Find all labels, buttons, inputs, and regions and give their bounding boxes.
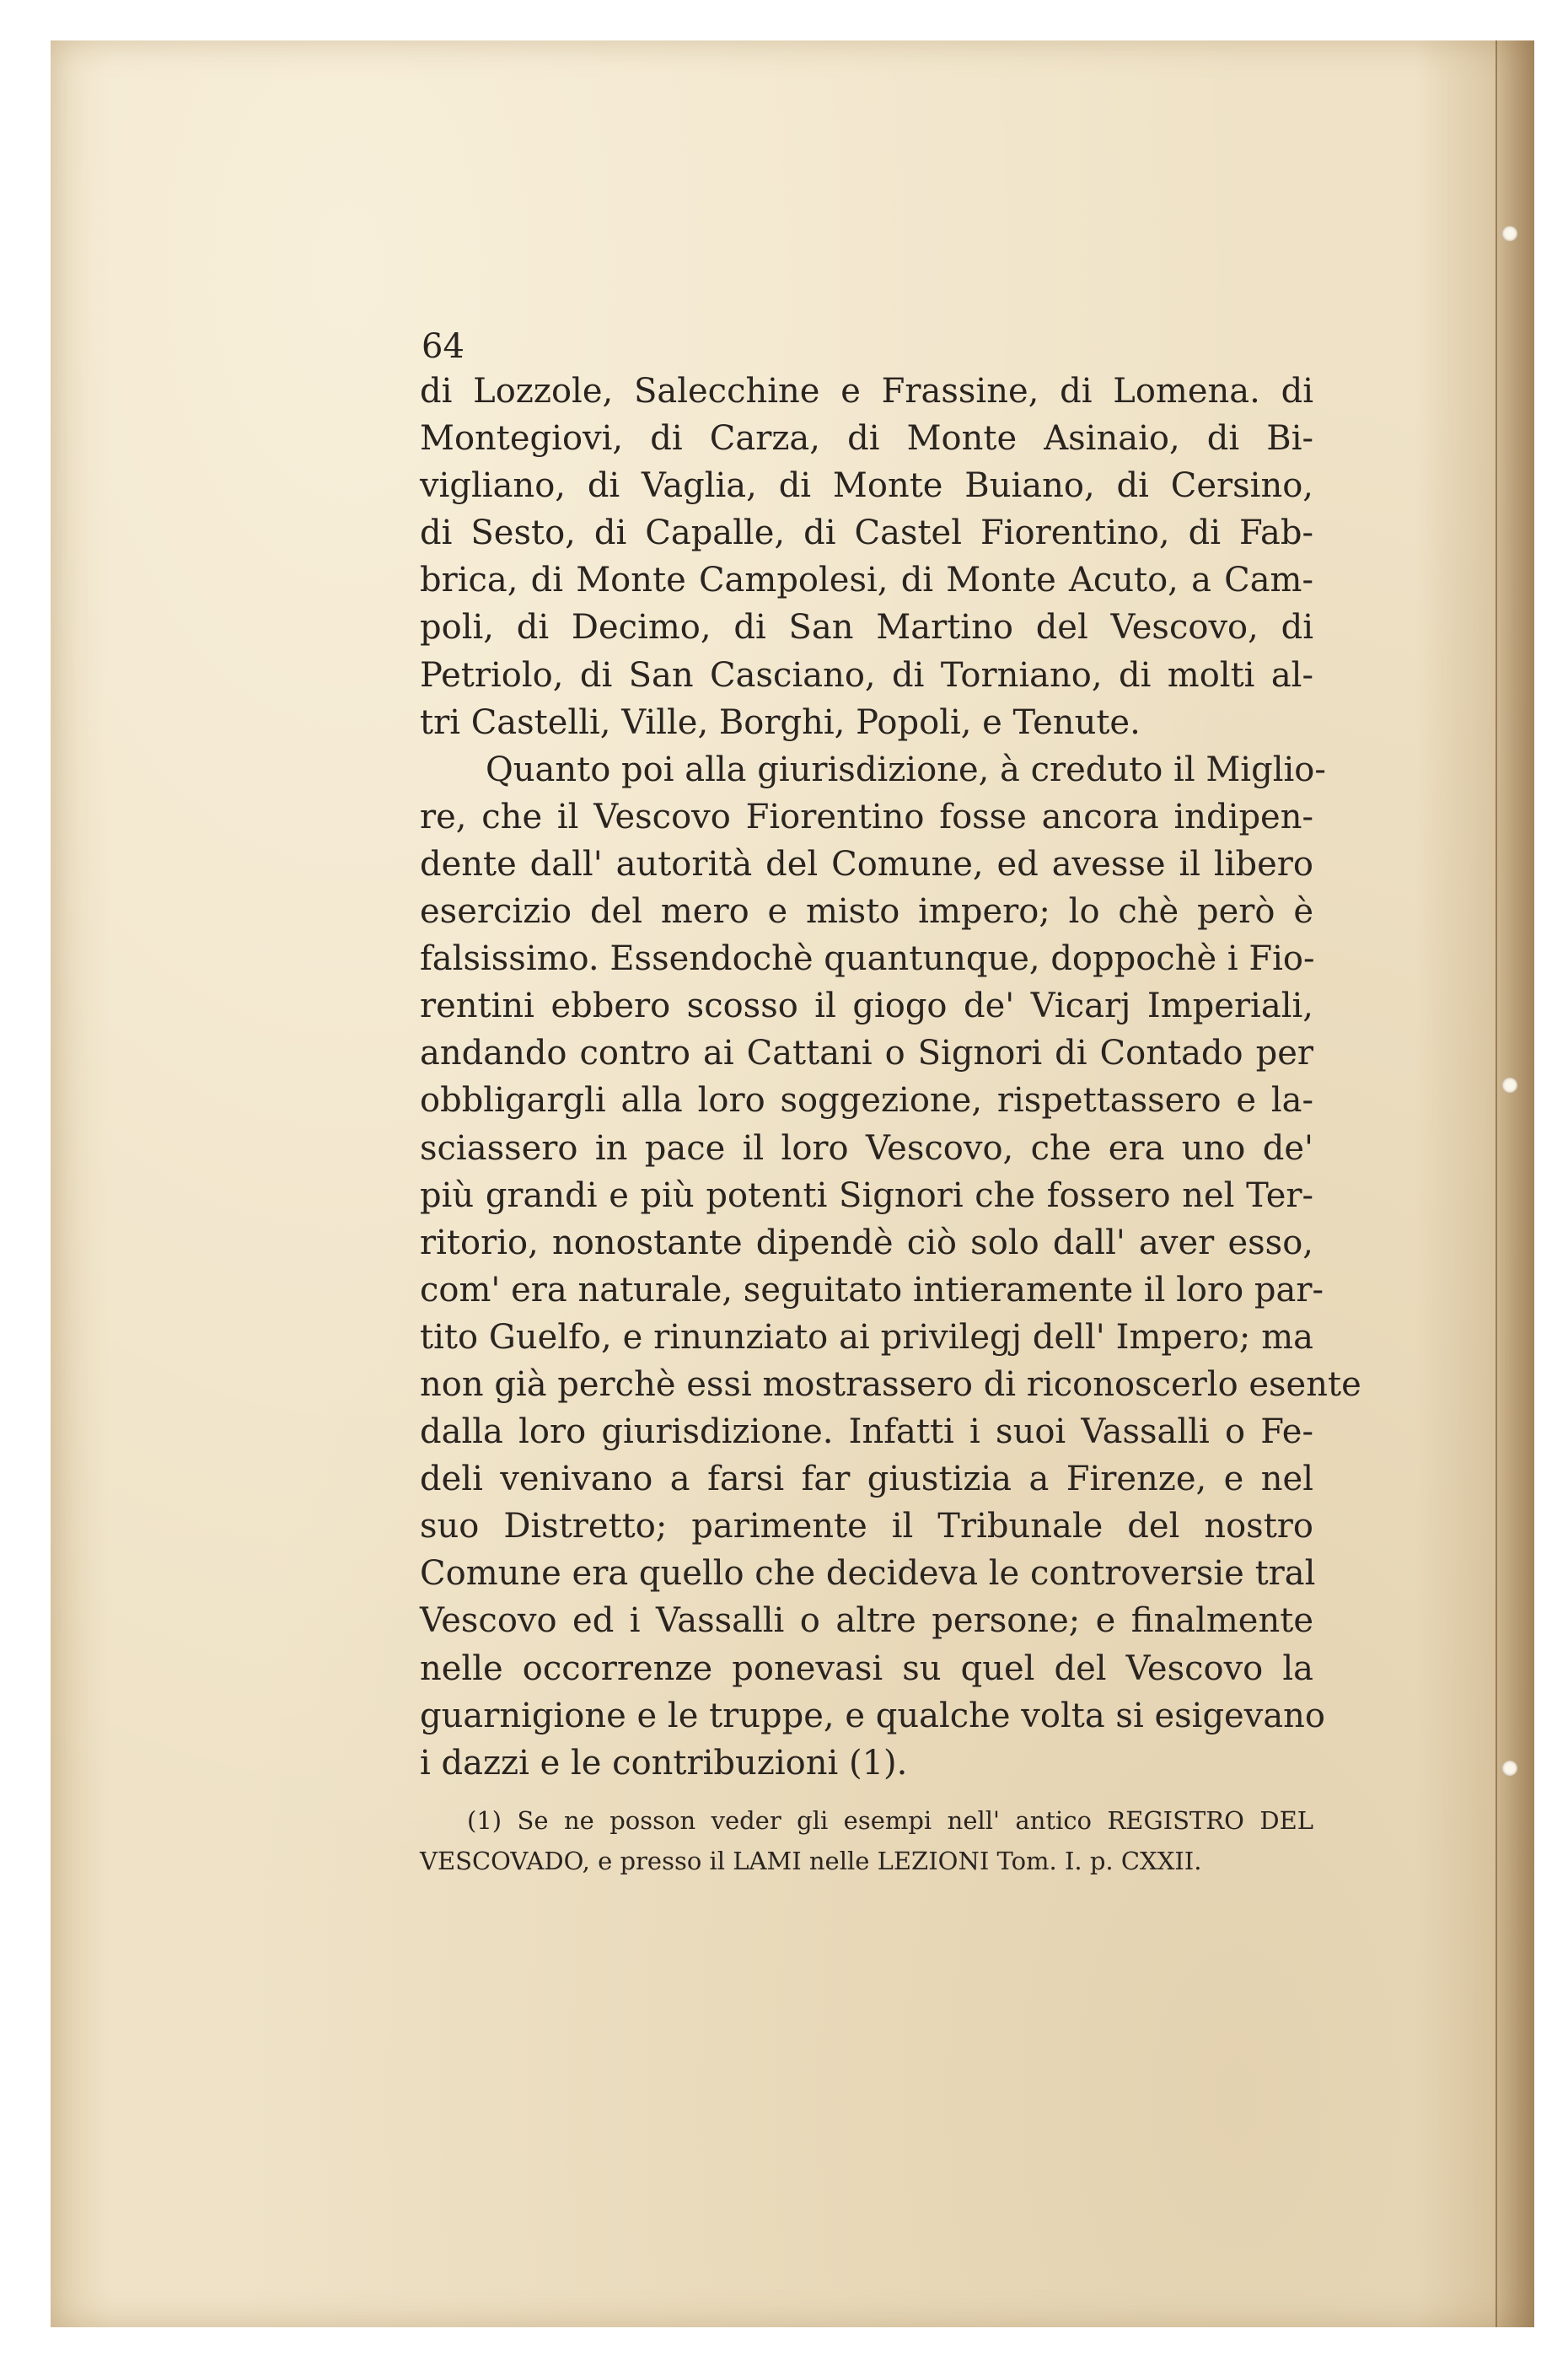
text-line: Petriolo, di San Casciano, di Torniano, di molti al- bbox=[420, 655, 1313, 695]
binding-hole bbox=[1502, 1078, 1517, 1093]
text-line: sciassero in pace il loro Vescovo, che era uno de' bbox=[420, 1128, 1313, 1168]
text-line: tri Castelli, Ville, Borghi, Popoli, e Tenute. bbox=[420, 702, 1141, 742]
binding-hole bbox=[1502, 226, 1517, 241]
text-line: Montegiovi, di Carza, di Monte Asinaio, di Bi- bbox=[420, 419, 1313, 459]
text-line: più grandi e più potenti Signori che fossero nel Ter- bbox=[420, 1175, 1313, 1215]
footnote-line: VESCOVADO, e presso il LAMI nelle LEZIONI Tom. I. p. CXXII. bbox=[420, 1846, 1202, 1875]
text-line: re, che il Vescovo Fiorentino fosse ancora indipen- bbox=[420, 797, 1313, 836]
footnote-line: (1) Se ne posson veder gli esempi nell' antico REGISTRO DEL bbox=[467, 1805, 1313, 1835]
text-line: Quanto poi alla giurisdizione, à creduto il Miglio- bbox=[486, 750, 1326, 789]
binding-edge bbox=[1496, 40, 1534, 2327]
text-line: brica, di Monte Campolesi, di Monte Acuto, a Cam- bbox=[420, 561, 1313, 600]
text-line: vigliano, di Vaglia, di Monte Buiano, di Cersino, bbox=[420, 466, 1313, 506]
binding-hole bbox=[1502, 1761, 1517, 1776]
text-line: di Sesto, di Capalle, di Castel Fiorentino, di Fab- bbox=[420, 514, 1313, 553]
text-line: rentini ebbero scosso il giogo de' Vicarj Imperiali, bbox=[420, 987, 1313, 1026]
text-line: suo Distretto; parimente il Tribunale del nostro bbox=[420, 1507, 1313, 1546]
text-line: falsissimo. Essendochè quantunque, doppochè i Fio- bbox=[420, 939, 1315, 979]
text-line: tito Guelfo, e rinunziato ai privilegj dell' Impero; ma bbox=[420, 1317, 1313, 1357]
text-line: poli, di Decimo, di San Martino del Vescovo, di bbox=[420, 608, 1313, 648]
text-line: Vescovo ed i Vassalli o altre persone; e finalmente bbox=[420, 1601, 1313, 1641]
text-line: dalla loro giurisdizione. Infatti i suoi Vassalli o Fe- bbox=[420, 1412, 1313, 1452]
text-line: deli venivano a farsi far giustizia a Firenze, e nel bbox=[420, 1460, 1313, 1499]
text-line: i dazzi e le contribuzioni (1). bbox=[420, 1743, 908, 1783]
footnote bbox=[420, 1800, 1313, 1881]
page-number: 64 bbox=[422, 327, 464, 366]
paragraph-1 bbox=[420, 368, 1313, 746]
text-block bbox=[420, 325, 1361, 1881]
text-line: ritorio, nonostante dipendè ciò solo dall' aver esso, bbox=[420, 1223, 1313, 1262]
text-line: non già perchè essi mostrassero di riconoscerlo esente bbox=[420, 1364, 1361, 1404]
text-line: esercizio del mero e misto impero; lo chè però è bbox=[420, 892, 1313, 932]
paragraph-2 bbox=[420, 746, 1361, 1787]
text-line: nelle occorrenze ponevasi su quel del Vescovo la bbox=[420, 1648, 1313, 1688]
text-line: andando contro ai Cattani o Signori di Contado per bbox=[420, 1034, 1313, 1073]
text-line: dente dall' autorità del Comune, ed avesse il libero bbox=[420, 844, 1313, 884]
text-line: Comune era quello che decideva le controversie tral bbox=[420, 1554, 1316, 1594]
text-line: com' era naturale, seguitato intieramente il loro par- bbox=[420, 1270, 1324, 1310]
text-line: obbligargli alla loro soggezione, rispettassero e la- bbox=[420, 1081, 1313, 1121]
text-line: di Lozzole, Salecchine e Frassine, di Lomena. di bbox=[420, 372, 1313, 411]
text-line: guarnigione e le truppe, e qualche volta si esigevano bbox=[420, 1696, 1326, 1735]
